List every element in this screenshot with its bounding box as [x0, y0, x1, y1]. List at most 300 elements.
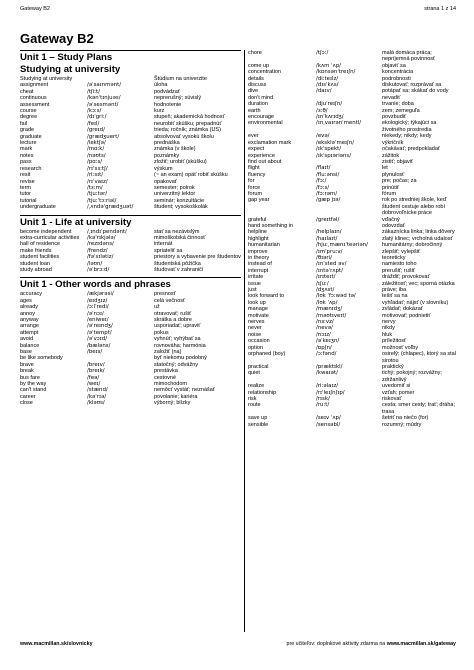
vocab-word: risk — [248, 395, 257, 402]
vocab-translation: mimochodom — [154, 381, 188, 388]
vocab-pronunciation: /mænɪdʒ/ — [316, 306, 343, 313]
vocab-translation: výkričník — [382, 139, 404, 146]
vocab-translation: povzbudiť — [382, 114, 407, 121]
vocab-word: anyway — [20, 317, 39, 323]
vocab-pronunciation: /tʃiːt/ — [87, 88, 100, 95]
vocab-word: extra-curricular activities — [20, 234, 80, 241]
vocab-word: duration — [248, 101, 268, 108]
vocab-pronunciation: /riːsɪt/ — [87, 172, 104, 179]
vocab-word: resit — [20, 172, 31, 179]
vocab-pronunciation: /beɪs/ — [87, 349, 103, 356]
vocab-word: exclamation mark — [248, 139, 292, 146]
vocab-word: assignment — [20, 82, 49, 89]
vocab-translation: študovať v zahraničí — [154, 266, 204, 273]
vocab-pronunciation: /nɜːvz/ — [316, 319, 334, 326]
vocab-translation: uvedomiť si — [382, 383, 411, 390]
vocab-word: ages — [20, 297, 32, 304]
vocab-pronunciation: /ruːt/ — [316, 402, 330, 409]
vocab-translation: skrátka a dobre — [154, 317, 192, 323]
vocab-translation: mimoškolská činnosť — [154, 234, 206, 241]
vocab-translation: univerzitný lektor — [154, 191, 196, 198]
vocab-word: encourage — [248, 114, 274, 121]
vocab-word: bus fare — [20, 374, 40, 381]
vocab-word: nerves — [248, 319, 265, 326]
vocab-translation: koncentrácia — [382, 69, 414, 76]
vocab-translation: zlepšiť; vylepšiť — [382, 248, 421, 255]
right-column — [248, 50, 458, 428]
section-title-studying: Studying at university — [20, 64, 121, 75]
vocab-word: can't stand — [20, 387, 47, 394]
vocab-word: save up — [248, 415, 268, 422]
vocab-word: quiet — [248, 370, 260, 377]
vocab-word: find out about — [248, 158, 282, 165]
vocab-word: in theory — [248, 255, 270, 261]
vocab-pronunciation: /greɪd/ — [87, 127, 105, 134]
vocab-word: grateful — [248, 216, 267, 223]
vocab-word: noise — [248, 331, 262, 338]
unit-title: Unit 1 – Study Plans — [20, 50, 241, 64]
vocab-entry — [248, 402, 458, 415]
vocab-translation: riskovať — [382, 395, 402, 402]
vocab-pronunciation: /fɔːs/ — [316, 184, 330, 191]
vocab-translation: kurz — [154, 108, 165, 115]
vocab-translation: vzťah; pomer — [382, 389, 415, 396]
vocab-word: look up — [248, 299, 266, 306]
vocab-word: base — [20, 349, 32, 356]
vocab-word: hall of residence — [20, 241, 61, 248]
vocab-translation: cestovné — [154, 374, 177, 381]
vocab-translation: prerušiť; rušiť — [382, 267, 415, 274]
vocab-pronunciation: /stænd/ — [87, 387, 108, 394]
vocab-word: interrupt — [248, 267, 269, 274]
vocab-translation: nikdy — [382, 325, 395, 332]
vocab-translation: hluk — [382, 331, 393, 338]
vocab-word: occasion — [248, 338, 270, 345]
footer-note-text: pre učiteľov: doplnkové aktivity zdarma na — [286, 641, 387, 647]
vocab-entry — [20, 204, 241, 210]
vocab-word: break — [20, 368, 34, 375]
vocab-pronunciation: /fluːənsi/ — [316, 171, 340, 178]
vocab-pronunciation: /ɪkˈspɪəriəns/ — [316, 152, 352, 159]
vocab-pronunciation: /helplaɪn/ — [316, 229, 342, 236]
vocab-word: be like somebody — [20, 355, 63, 362]
vocab-word: arrange — [20, 323, 39, 330]
vocab-translation: teoreticky — [382, 255, 406, 261]
vocab-pronunciation: /rɪsk/ — [316, 395, 330, 402]
vocab-word: for — [248, 178, 255, 185]
vocab-translation: tešiť sa na — [382, 293, 408, 300]
vocab-pronunciation: /hjuːˌmænɪˈteəriən/ — [316, 242, 368, 249]
vocab-translation: seminár; konzultácie — [154, 197, 205, 204]
vocab-word: sensible — [248, 421, 269, 428]
vocab-word: details — [248, 75, 264, 82]
vocab-word: tutor — [20, 191, 32, 198]
vocab-entry — [248, 120, 458, 133]
vocab-pronunciation: /ɪkˈspekt/ — [316, 146, 342, 153]
vocab-word: practical — [248, 363, 269, 370]
vocab-word: make friends — [20, 247, 52, 254]
vocab-translation: otravovať; rušiť — [154, 310, 192, 317]
vocab-word: discuss — [248, 82, 267, 89]
vocab-pronunciation: /eniweɪ/ — [87, 317, 109, 323]
vocab-word: study abroad — [20, 266, 52, 273]
vocab-pronunciation: /eɪdʒɪz/ — [87, 297, 108, 304]
vocab-pronunciation: /ləʊn/ — [87, 260, 103, 267]
vocab-pronunciation: /kəˈrɪkjələ/ — [87, 234, 116, 241]
vocab-translation: opakovať — [154, 178, 177, 185]
vocab-pronunciation: /gæp jɪə/ — [316, 197, 341, 204]
vocab-entry — [248, 50, 458, 63]
vocab-pronunciation: /ɪnˈkʌrɪdʒ/ — [316, 114, 344, 121]
vocab-list-studying — [20, 76, 241, 211]
vocab-word: avoid — [20, 336, 34, 343]
vocab-translation: cesta; smer cesty; trať; dráha; trasa — [382, 402, 455, 415]
vocab-translation: usporiadať; upraviť — [154, 323, 201, 330]
vocab-translation: statočný; odvážny — [154, 361, 199, 368]
vocab-translation: zložiť; urobiť (skúšku) — [154, 159, 207, 166]
vocab-pronunciation: /evə/ — [316, 133, 330, 140]
vocab-word: Studying at university — [20, 76, 73, 82]
vocab-word: grade — [20, 127, 35, 134]
vocab-word: fail — [20, 120, 28, 127]
vocab-list-other — [20, 291, 241, 406]
vocab-pronunciation: /ɔːlˈredi/ — [87, 304, 109, 311]
vocab-word: helpline — [248, 229, 267, 236]
vocab-translation: (~ an exam) opäť robiť skúšku — [154, 172, 228, 179]
vocab-word: expect — [248, 146, 265, 153]
vocab-translation: príležitosť — [382, 338, 407, 345]
vocab-word: look forward to — [248, 293, 285, 300]
vocab-pronunciation: /breɪv/ — [87, 361, 105, 368]
vocab-pronunciation: /dɪsˈkʌs/ — [316, 82, 339, 89]
vocab-pronunciation: /ɜːθ/ — [316, 107, 328, 114]
vocab-translation: let — [382, 165, 388, 172]
vocab-pronunciation: /ɒpʃn/ — [316, 344, 332, 351]
vocab-pronunciation: /əˈtempt/ — [87, 329, 112, 336]
vocab-entry — [20, 267, 241, 273]
vocab-word: option — [248, 344, 263, 351]
vocab-translation: potápať sa; skákať do vody — [382, 88, 449, 95]
vocab-translation: rok po stredniej škole, keď študent cestuje alebo robí dobrovoľnícke práce — [382, 197, 447, 217]
vocab-pronunciation: /rɪˈleɪʃnʃɪp/ — [316, 389, 345, 396]
vocab-pronunciation: /lektʃə/ — [87, 140, 106, 147]
vocab-translation: presnosť — [154, 291, 176, 298]
vocab-word: come up — [248, 62, 270, 69]
footer-link[interactable]: www.macmillan.sk/slovnicky — [20, 641, 93, 647]
vocab-pronunciation: /lʊk ˈfɔːwəd tə/ — [316, 293, 356, 300]
vocab-word: fluency — [248, 171, 266, 178]
vocab-translation: spriateliť sa — [154, 247, 183, 254]
vocab-pronunciation: /ɔːfənd/ — [316, 351, 337, 358]
vocab-pronunciation: /ækjərəsi/ — [87, 291, 114, 298]
vocab-translation: trieda; ročník; známka (US) — [154, 127, 221, 134]
vocab-translation: motivovať; podnietiť — [382, 312, 431, 319]
vocab-list-life — [20, 229, 241, 274]
vocab-translation: hodnotenie — [154, 101, 182, 108]
vocab-word: manage — [248, 306, 268, 313]
vocab-pronunciation: /tjuːˈtɔːriəl/ — [87, 197, 117, 204]
vocab-pronunciation: /ɪmˈpruːv/ — [316, 248, 343, 255]
vocab-word: hand something in — [248, 222, 293, 229]
vocab-word: relationship — [248, 389, 277, 396]
vocab-pronunciation: /kɔːs/ — [87, 108, 102, 115]
vocab-word: environmental — [248, 120, 283, 127]
vocab-translation: založiť (na) — [154, 349, 182, 356]
vocab-translation: študentská pôžička — [154, 260, 201, 267]
vocab-translation: nervy — [382, 319, 396, 326]
vocab-translation: možnosť voľby — [382, 344, 419, 351]
vocab-translation: známka (v škole) — [154, 146, 196, 153]
vocab-translation: podrobnosti — [382, 75, 411, 82]
vocab-pronunciation: /əˈkeɪʒn/ — [316, 338, 340, 345]
vocab-pronunciation: /fəˈsɪlətiz/ — [87, 254, 114, 261]
vocab-pronunciation: /feɪl/ — [87, 120, 100, 127]
vocab-translation: internát — [154, 241, 173, 248]
vocab-pronunciation: /greɪtfəl/ — [316, 216, 340, 223]
vocab-pronunciation: /diːteɪlz/ — [316, 75, 339, 82]
vocab-word: research — [20, 165, 42, 172]
vocab-word: cheat — [20, 88, 34, 95]
vocab-word: degree — [20, 114, 38, 121]
page-number: strana 1 z 14 — [424, 6, 456, 12]
vocab-pronunciation: /lʊk ˈʌp/ — [316, 299, 338, 306]
vocab-translation: poznámky — [154, 152, 180, 159]
vocab-word: dive — [248, 88, 259, 95]
vocab-translation: stupeň; akademická hodnosť — [154, 114, 225, 121]
vocab-translation: semester; polrok — [154, 184, 195, 191]
vocab-word: concentration — [248, 69, 282, 76]
vocab-word: already — [20, 304, 39, 311]
vocab-word: don't mind — [248, 94, 274, 101]
vocab-pronunciation: /kwaɪət/ — [316, 370, 338, 377]
vocab-translation: humanitárny; dobročinný — [382, 242, 443, 249]
column-divider — [244, 50, 245, 632]
vocab-word: accuracy — [20, 291, 43, 298]
vocab-translation: osirelý; (chlapec), ktorý sa stal sirotou — [382, 351, 456, 364]
vocab-pronunciation: /əˈreɪndʒ/ — [87, 323, 113, 330]
footer-note — [287, 641, 456, 647]
vocab-word: realize — [248, 383, 265, 390]
vocab-pronunciation: /dɪˈgriː/ — [87, 114, 107, 121]
vocab-pronunciation: /rɪˈsɜːtʃ/ — [87, 165, 108, 172]
vocab-translation: ekologický; týkajúci sa životného prostredia — [382, 120, 437, 133]
vocab-pronunciation: /əˈsesmənt/ — [87, 101, 119, 108]
vocab-translation: zlatý klinec; vrcholná udalosť — [382, 235, 453, 242]
vocab-word: chore — [248, 50, 262, 56]
vocab-translation: tichý; pokojný; rozvážny; zdržanlivý — [382, 370, 442, 383]
vocab-pronunciation: /ˌɪndɪˈpendənt/ — [87, 228, 127, 235]
vocab-translation: nevadiť — [382, 94, 401, 101]
vocab-translation: záležitosť; vec; sporná otázka — [382, 280, 455, 287]
vocab-translation: diskutovať; rozprávať sa — [382, 82, 442, 89]
vocab-word: earth — [248, 107, 261, 114]
vocab-translation: plynulosť — [382, 171, 405, 178]
vocab-translation: nemôcť vystáť; neznášať — [154, 387, 215, 394]
vocab-translation: fórum — [382, 190, 397, 197]
vocab-pronunciation: /əˈnɔɪ/ — [87, 310, 104, 317]
vocab-pronunciation: /kləʊs/ — [87, 400, 105, 407]
vocab-word: issue — [248, 280, 261, 287]
vocab-translation: prednáška — [154, 140, 180, 147]
vocab-translation: byť niekomu podobný — [154, 355, 207, 362]
vocab-word: continuous — [20, 95, 47, 102]
vocab-pronunciation: /daɪv/ — [316, 88, 332, 95]
vocab-pronunciation: /kəˈrɪə/ — [87, 393, 107, 400]
vocab-entry — [248, 351, 458, 364]
footer-gateway-link[interactable]: www.macmillan.sk/gateway — [386, 641, 456, 647]
vocab-translation: odovzdať — [382, 222, 405, 229]
vocab-pronunciation: /riːəlaɪz/ — [316, 383, 339, 390]
section-title-life: Unit 1 - Life at university — [20, 215, 241, 229]
vocab-translation: trvanie; doba — [382, 101, 414, 108]
vocab-translation: výborný; blízky — [154, 400, 191, 407]
vocab-translation: podvádzať — [154, 88, 180, 95]
vocab-pronunciation: /ɪrɪteɪt/ — [316, 274, 336, 281]
vocab-pronunciation: /ekskləˈmeɪʃn/ — [316, 139, 355, 146]
vocab-word: become independent — [20, 228, 72, 235]
vocab-translation: neurobiť skúšku; prepadnúť — [154, 120, 222, 127]
vocab-pronunciation: /tʃɔː/ — [316, 50, 329, 56]
section-title-other: Unit 1 - Other words and phrases — [20, 277, 241, 291]
vocab-word: brave — [20, 361, 34, 368]
vocab-pronunciation: /əˈvɔɪd/ — [87, 336, 108, 343]
vocab-word: attempt — [20, 329, 39, 336]
vocab-translation: pokus — [154, 329, 169, 336]
vocab-translation: dráždiť; provokovať — [382, 274, 430, 281]
vocab-word: never — [248, 325, 262, 332]
vocab-translation: Štúdium na univerzite — [154, 76, 207, 82]
vocab-word: pass — [20, 159, 32, 166]
vocab-pronunciation: /nɔɪz/ — [316, 331, 331, 338]
vocab-translation: výskum — [154, 165, 173, 172]
vocab-word: highlight — [248, 235, 269, 242]
vocab-translation: rovnováha; harmónia — [154, 342, 206, 349]
vocab-word: instead of — [248, 261, 272, 268]
vocab-translation: povolanie; kariéra — [154, 393, 198, 400]
vocab-word: course — [20, 108, 37, 115]
vocab-pronunciation: /fɔː/ — [316, 178, 327, 185]
page-header — [20, 6, 456, 16]
vocab-word: student facilities — [20, 254, 60, 261]
vocab-word: motivate — [248, 312, 269, 319]
vocab-pronunciation: /məʊtɪveɪt/ — [316, 312, 347, 319]
vocab-word: forum — [248, 190, 263, 197]
vocab-pronunciation: /ɪnˈsted əv/ — [316, 261, 347, 268]
vocab-word: revise — [20, 178, 35, 185]
vocab-translation: zvládať; dokázať — [382, 306, 423, 313]
vocab-pronunciation: /kʌm ˈʌp/ — [316, 62, 342, 69]
vocab-word: orphaned (boy) — [248, 351, 286, 358]
vocab-translation: študent; vysokoškolák — [154, 204, 208, 211]
vocab-pronunciation: /nəʊts/ — [87, 152, 106, 159]
vocab-pronunciation: /kənˈtɪnjuəs/ — [87, 95, 121, 102]
vocab-translation: praktický — [382, 363, 404, 370]
vocab-word: humanitarian — [248, 242, 280, 249]
vocab-word: balance — [20, 342, 40, 349]
vocab-word: by the way — [20, 381, 47, 388]
vocab-pronunciation: /breɪk/ — [87, 368, 105, 375]
left-column — [20, 50, 241, 407]
vocab-pronunciation: /dʒʌst/ — [316, 287, 335, 294]
vocab-translation: už — [154, 304, 160, 311]
vocab-pronunciation: /tɜːm/ — [87, 184, 103, 191]
vocab-pronunciation: /grædʒuert/ — [87, 133, 120, 140]
vocab-pronunciation: /əˈsaɪnmənt/ — [87, 82, 122, 89]
vocab-pronunciation: /præktɪkl/ — [316, 363, 343, 370]
vocab-entry — [248, 197, 458, 216]
vocab-word: lecture — [20, 140, 37, 147]
vocab-pronunciation: /mɑːk/ — [87, 146, 105, 153]
vocab-word: ever — [248, 133, 259, 140]
vocab-word: irritate — [248, 274, 264, 281]
vocab-pronunciation: /rɪˈvaɪz/ — [87, 178, 108, 185]
vocab-word: tutorial — [20, 197, 37, 204]
header-left: Gateway B2 — [20, 6, 50, 12]
vocab-translation: celá večnosť — [154, 297, 186, 304]
vocab-pronunciation: /kɒnsənˈtreɪʃn/ — [316, 69, 356, 76]
vocab-pronunciation: /flaɪt/ — [316, 165, 331, 172]
vocab-pronunciation: /feə/ — [87, 374, 100, 381]
vocab-pronunciation: /fɔːrəm/ — [316, 190, 338, 197]
vocab-pronunciation: /haɪlaɪt/ — [316, 235, 338, 242]
vocab-translation: neprerušný; súvislý — [154, 95, 202, 102]
vocab-word: graduate — [20, 133, 42, 140]
vocab-pronunciation: /tjuːtər/ — [87, 191, 108, 198]
vocab-translation: priestory a vybavenie pre študentov — [154, 254, 241, 261]
vocab-translation: pre; počas; za — [382, 178, 417, 185]
vocab-pronunciation: /θɪəri/ — [316, 255, 332, 261]
vocab-entry — [20, 400, 241, 406]
vocab-word: route — [248, 402, 261, 409]
vocab-word: mark — [20, 146, 33, 153]
vocab-word: flight — [248, 165, 260, 172]
vocab-translation: malá domáca práca; nepríjemná povinnosť — [382, 50, 436, 63]
vocab-word: notes — [20, 152, 34, 159]
vocab-translation: očakávať; predpokladať — [382, 146, 440, 153]
vocab-translation: objaviť sa — [382, 62, 406, 69]
vocab-translation: rozumný; múdry — [382, 421, 422, 428]
vocab-word: annoy — [20, 310, 35, 317]
vocab-word: improve — [248, 248, 268, 255]
vocab-translation: prestávka — [154, 368, 178, 375]
vocab-word: force — [248, 184, 261, 191]
vocab-translation: zákaznícka linka; linka dôvery — [382, 229, 455, 236]
vocab-translation: vďačný — [382, 216, 400, 223]
vocab-translation: absolvovať vysokú školu — [154, 133, 214, 140]
vocab-word: undergraduate — [20, 204, 56, 211]
vocab-translation: zážitok — [382, 152, 400, 159]
vocab-entry — [248, 422, 458, 428]
vocab-translation: namiesto toho — [382, 261, 417, 268]
vocab-translation: vyhľadať; nájsť (v slovníku) — [382, 299, 449, 306]
vocab-pronunciation: /ɪʃuː/ — [316, 280, 329, 287]
vocab-word: term — [20, 184, 31, 191]
vocab-translation: prinútiť — [382, 184, 400, 191]
vocab-translation: niekedy; nikdy; kedy — [382, 133, 432, 140]
vocab-pronunciation: /ɪntəˈrʌpt/ — [316, 267, 343, 274]
vocab-entry — [248, 370, 458, 383]
vocab-pronunciation: /nevə/ — [316, 325, 333, 332]
vocab-word: student loan — [20, 260, 50, 267]
vocab-pronunciation: /bæləns/ — [87, 342, 111, 349]
vocab-translation: práve; iba — [382, 287, 407, 294]
vocab-pronunciation: /ˌʌndəˈgrædʒuət/ — [87, 204, 134, 211]
vocab-translation: zistiť; objaviť — [382, 158, 414, 165]
vocab-pronunciation: /sensəbl/ — [316, 421, 341, 428]
vocab-pronunciation: /rezɪdəns/ — [87, 241, 114, 248]
vocab-translation: zem; zemeguľa — [382, 107, 420, 114]
vocab-pronunciation: /pɑːs/ — [87, 159, 103, 166]
